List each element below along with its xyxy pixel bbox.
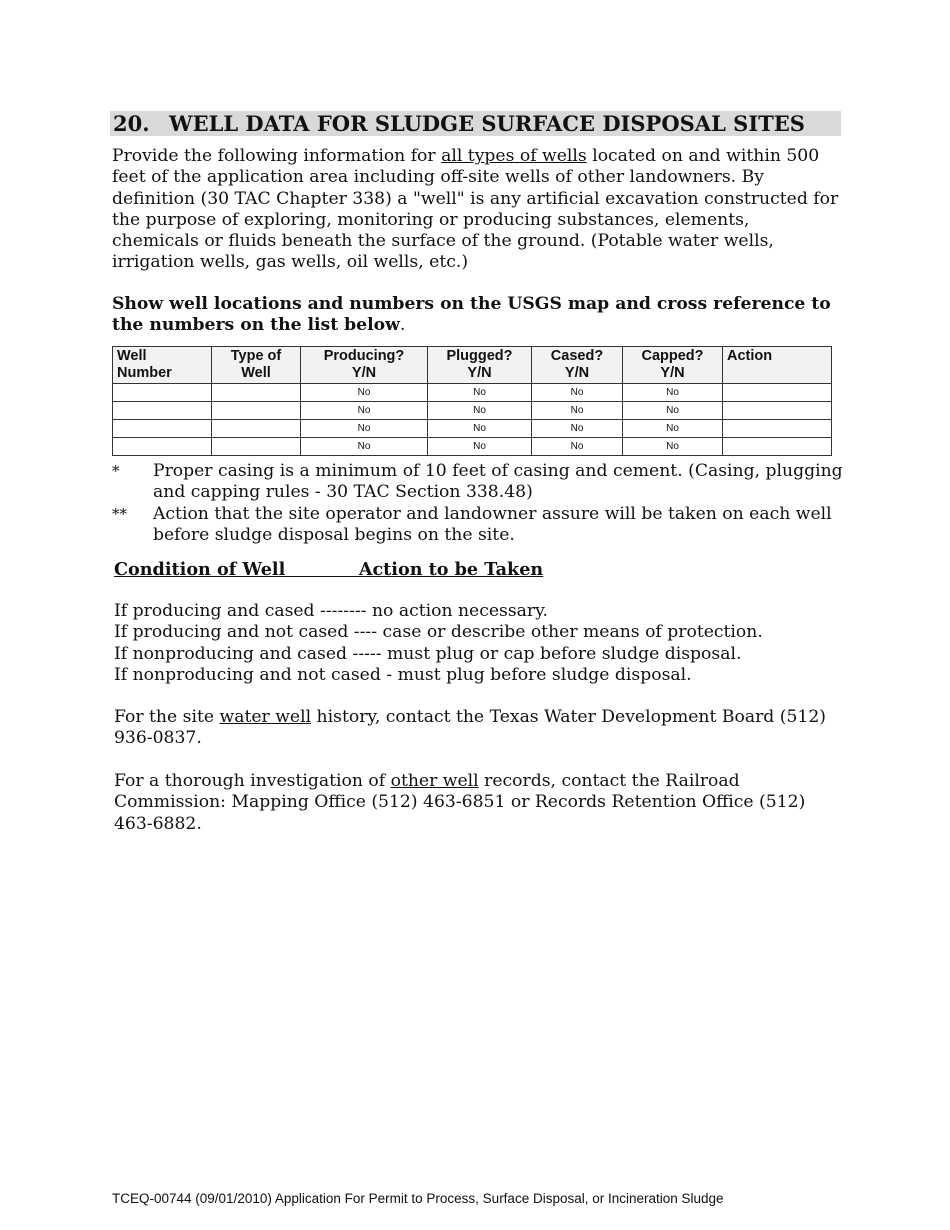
other-well-text-1: For a thorough investigation of — [114, 771, 391, 791]
intro-text-2: located on and within 500 feet of the application area including off-site wells of other landowners. By definition (30 TAC Chapter 338) a "well" is any artificial excavation constructed for the purpose of exploring, monitoring or producing substances, elements, chemicals or fluids beneath the surface of the ground. (Potable water wells, irrigation wells, gas wells, oil wells, etc.) — [112, 146, 839, 273]
cell-action[interactable] — [723, 438, 832, 456]
cell-capped[interactable]: No — [623, 438, 723, 456]
table-row — [113, 402, 832, 420]
other-well-contact — [114, 771, 836, 835]
cell-well-number[interactable] — [113, 384, 212, 402]
water-well-underlined: water well — [219, 707, 312, 727]
section-heading — [110, 111, 841, 136]
cell-plugged[interactable]: No — [428, 420, 532, 438]
rule-line: If nonproducing and not cased - must plug before sludge disposal. — [114, 664, 692, 685]
cell-action[interactable] — [723, 420, 832, 438]
cell-action[interactable] — [723, 384, 832, 402]
condition-rules-list — [114, 601, 844, 686]
footnote-text: Action that the site operator and landowner assure will be taken on each well before sludge disposal begins on the site. — [153, 504, 832, 546]
map-instruction-tail: . — [399, 315, 406, 336]
cell-well-number[interactable] — [113, 438, 212, 456]
cell-action[interactable] — [723, 402, 832, 420]
cell-cased[interactable]: No — [532, 384, 623, 402]
cell-well-number[interactable] — [113, 420, 212, 438]
action-footnote — [112, 504, 840, 548]
table-row — [113, 420, 832, 438]
rule-line: If nonproducing and cased ----- must plug or cap before sludge disposal. — [114, 643, 742, 664]
casing-footnote — [112, 461, 843, 505]
condition-heading: Condition of Well — [114, 559, 286, 580]
condition-action-heading — [114, 559, 543, 580]
footnote-text: Proper casing is a minimum of 10 feet of casing and cement. (Casing, plugging and capping rules - 30 TAC Section 338.48) — [153, 461, 843, 503]
cell-capped[interactable]: No — [623, 420, 723, 438]
section-title: WELL DATA FOR SLUDGE SURFACE DISPOSAL SITES — [169, 111, 805, 136]
cell-type-of-well[interactable] — [212, 438, 301, 456]
cell-plugged[interactable]: No — [428, 384, 532, 402]
cell-cased[interactable]: No — [532, 402, 623, 420]
rule-line: If producing and not cased ---- case or describe other means of protection. — [114, 622, 763, 643]
cell-producing[interactable]: No — [301, 402, 428, 420]
cell-type-of-well[interactable] — [212, 420, 301, 438]
table-row — [113, 438, 832, 456]
table-row — [113, 384, 832, 402]
cell-type-of-well[interactable] — [212, 402, 301, 420]
cell-cased[interactable]: No — [532, 420, 623, 438]
footnote-mark: * — [112, 462, 120, 480]
footnote-mark: ** — [112, 505, 127, 523]
water-well-contact — [114, 707, 836, 750]
map-instruction — [112, 294, 840, 337]
cell-capped[interactable]: No — [623, 384, 723, 402]
cell-producing[interactable]: No — [301, 438, 428, 456]
other-well-text-2: records, contact the Railroad Commission: Mapping Office (512) 463-6851 or Records Retention Office (512) 463-6882. — [114, 771, 806, 834]
header-producing: Producing? Y/N — [301, 347, 428, 384]
cell-plugged[interactable]: No — [428, 438, 532, 456]
header-well-number: Well Number — [113, 347, 212, 384]
other-well-underlined: other well — [390, 771, 479, 791]
page-footer: TCEQ-00744 (09/01/2010) Application For Permit to Process, Surface Disposal, or Incineration Sludge — [112, 1191, 724, 1206]
rule-line: If producing and cased -------- no action necessary. — [114, 601, 549, 621]
cell-well-number[interactable] — [113, 402, 212, 420]
cell-cased[interactable]: No — [532, 438, 623, 456]
cell-producing[interactable]: No — [301, 420, 428, 438]
map-instruction-bold: Show well locations and numbers on the USGS map and cross reference to the numbers on the list below — [112, 294, 831, 336]
well-data-table — [112, 346, 832, 456]
action-heading: Action to be Taken — [358, 559, 544, 580]
table-header-row — [113, 347, 832, 384]
intro-text-1: Provide the following information for — [112, 146, 442, 166]
intro-underlined: all types of wells — [441, 146, 587, 166]
intro-paragraph — [112, 146, 840, 274]
cell-plugged[interactable]: No — [428, 402, 532, 420]
cell-type-of-well[interactable] — [212, 384, 301, 402]
cell-producing[interactable]: No — [301, 384, 428, 402]
header-type-of-well: Type of Well — [212, 347, 301, 384]
water-well-text-2: history, contact the Texas Water Development Board (512) 936-0837. — [114, 707, 826, 749]
water-well-text-1: For the site — [114, 707, 220, 727]
cell-capped[interactable]: No — [623, 402, 723, 420]
header-plugged: Plugged? Y/N — [428, 347, 532, 384]
header-action: Action — [723, 347, 832, 384]
header-capped: Capped? Y/N — [623, 347, 723, 384]
section-number: 20. — [113, 111, 150, 136]
header-cased: Cased? Y/N — [532, 347, 623, 384]
